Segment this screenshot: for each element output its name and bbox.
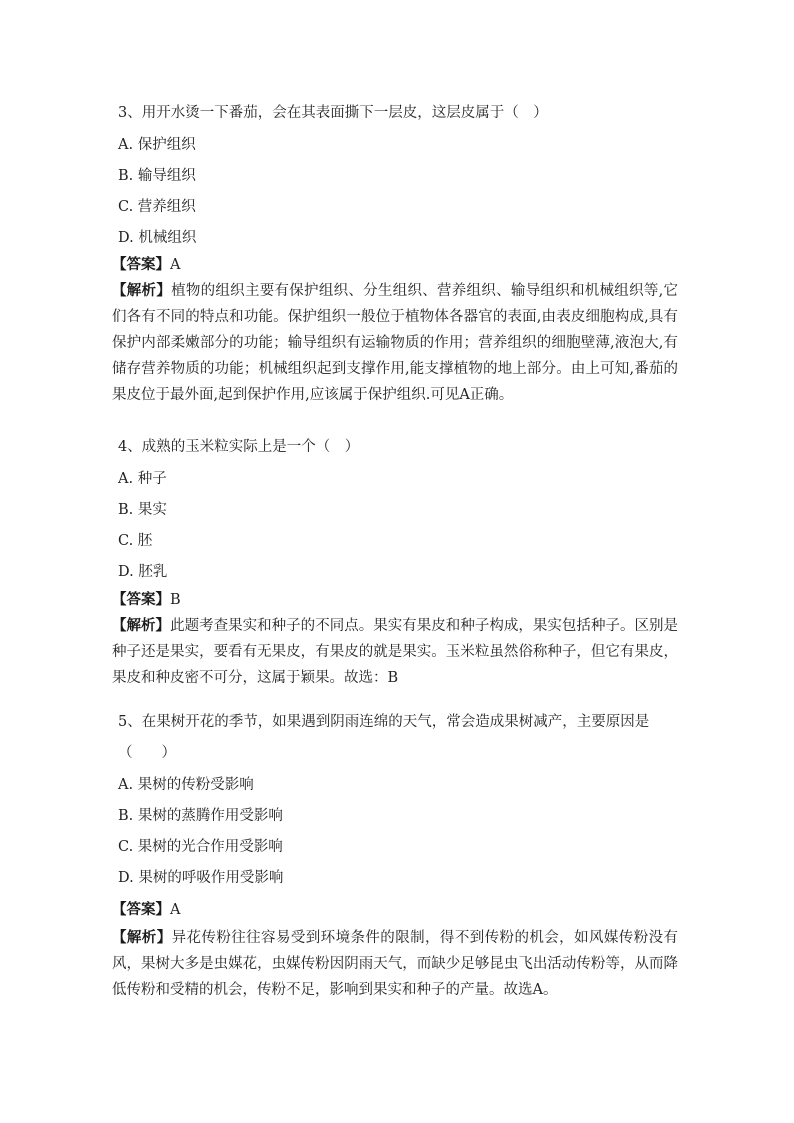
question-4-analysis: [112, 613, 678, 691]
answer-value: A: [170, 902, 181, 918]
analysis-text: 植物的组织主要有保护组织、分生组织、营养组织、输导组织和机械组织等,它们各有不同的特点和功能。保护组织一般位于植物体各器官的表面,由表皮细胞构成,具有保护内部柔嫩部分的功能；输导组织有运输物质的作用；营养组织的细胞壁薄,液泡大,有储存营养物质的功能；机械组织起到支撑作用,能支撑植物的地上部分。由上可知,番茄的果皮位于最外面,起到保护作用,应该属于保护组织.可见A正确。: [112, 283, 678, 403]
analysis-tag: 【解析】: [112, 929, 172, 946]
question-4-stem: 4、成熟的玉米粒实际上是一个（ ）: [118, 439, 360, 455]
answer-tag: 【答案】: [112, 901, 170, 918]
answer-tag: 【答案】: [112, 591, 170, 608]
analysis-tag: 【解析】: [112, 282, 172, 299]
analysis-tag: 【解析】: [112, 617, 171, 634]
answer-value: B: [170, 592, 181, 608]
question-3-option-d: D. 机械组织: [118, 230, 197, 246]
answer-tag: 【答案】: [112, 256, 170, 273]
question-4-option-a: A. 种子: [118, 471, 167, 487]
analysis-text: 异花传粉往往容易受到环境条件的限制，得不到传粉的机会，如风媒传粉没有风，果树大多是虫媒花，虫媒传粉因阴雨天气，而缺少足够昆虫飞出活动传粉等，从而降低传粉和受精的机会，传粉不足，影响到果实和种子的产量。故选A。: [112, 930, 679, 998]
question-4-option-c: C. 胚: [118, 533, 153, 549]
question-4-option-b: B. 果实: [118, 502, 167, 518]
question-4-answer: [112, 590, 672, 610]
question-3-option-a: A. 保护组织: [118, 137, 196, 153]
question-5-stem-line-2: （ ）: [118, 745, 176, 761]
question-3-stem: 3、用开水烫一下番茄，会在其表面撕下一层皮，这层皮属于（ ）: [118, 105, 548, 121]
question-5-option-b: B. 果树的蒸腾作用受影响: [118, 808, 283, 824]
analysis-text: 此题考查果实和种子的不同点。果实有果皮和种子构成，果实包括种子。区别是种子还是果实，要看有无果皮，有果皮的就是果实。玉米粒虽然俗称种子，但它有果皮，果皮和种皮密不可分，这属于颖果。故选：B: [112, 618, 679, 686]
question-5-answer: [112, 900, 672, 920]
question-5-stem-line-1: 5、在果树开花的季节，如果遇到阴雨连绵的天气，常会造成果树减产，主要原因是: [118, 714, 650, 730]
question-3-option-b: B. 输导组织: [118, 168, 196, 184]
answer-value: A: [170, 257, 181, 273]
question-3-option-c: C. 营养组织: [118, 199, 196, 215]
question-4-option-d: D. 胚乳: [118, 564, 168, 580]
question-5-analysis: [112, 925, 678, 1003]
question-3-analysis: [112, 278, 678, 408]
question-5-option-d: D. 果树的呼吸作用受影响: [118, 870, 284, 886]
question-5-option-c: C. 果树的光合作用受影响: [118, 839, 283, 855]
question-3-answer: [112, 255, 672, 275]
question-5-option-a: A. 果树的传粉受影响: [118, 777, 254, 793]
